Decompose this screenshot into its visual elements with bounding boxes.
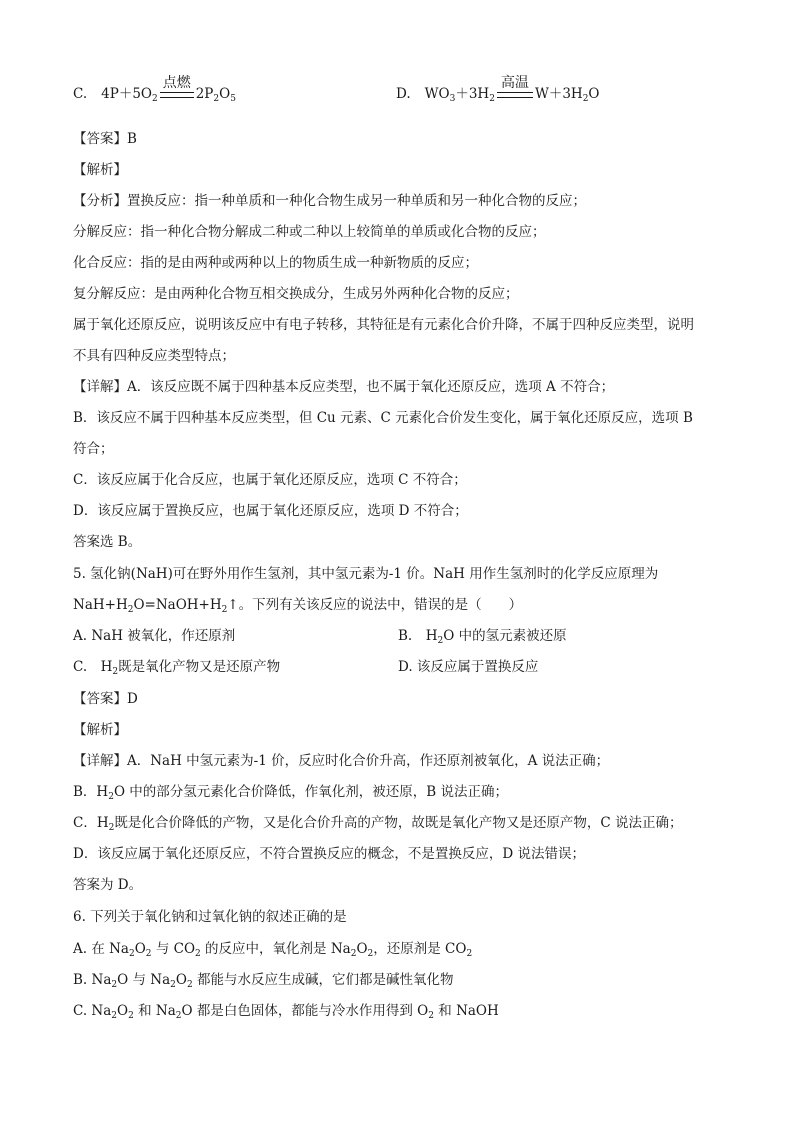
conclusion-line: 答案为 D。 (73, 877, 143, 893)
detail-line: C．该反应属于化合反应，也属于氧化还原反应，选项 C 不符合； (73, 472, 467, 488)
analysis-heading: 【解析】 (73, 162, 127, 178)
equation-products: 2P (195, 86, 214, 102)
analysis-line: 不具有四种反应类型特点； (73, 348, 235, 364)
question-5-stem-cont: $NaH+H_2O=NaOH+H_2↑$。下列有关该反应的说法中，错误的是（ ） (73, 597, 523, 615)
reaction-condition: 高温 (497, 75, 533, 106)
detail-line: 【详解】A．该反应既不属于四种基本反应类型，也不属于氧化还原反应，选项 A 不符合； (73, 379, 615, 395)
option-c: C. $Na_2O_2$ 和 $Na_2O$ 都是白色固体，都能与冷水作用得到 $O_2$ 和 NaOH (73, 1003, 499, 1021)
detail-line: 符合； (73, 441, 114, 457)
analysis-line: 化合反应：指的是由两种或两种以上的物质生成一种新物质的反应； (73, 255, 478, 271)
detail-line: C．$H_2$既是化合价降低的产物，又是化合价升高的产物，故既是氧化产物又是还原产物，C 说法正确； (73, 815, 683, 833)
answer-line: 【答案】D (73, 691, 138, 707)
option-d: D. 该反应属于置换反应 (398, 659, 539, 675)
analysis-line: 复分解反应：是由两种化合物互相交换成分，生成另外两种化合物的反应； (73, 286, 519, 302)
option-a: A. NaH 被氧化，作还原剂 (73, 628, 236, 644)
conclusion-line: 答案选 B。 (73, 534, 142, 550)
option-a: A. 在 $Na_2O_2$ 与 $CO_2$ 的反应中，氧化剂是 $Na_2O_2$，还原剂是 $CO_2$ (73, 941, 473, 959)
analysis-line: 属于氧化还原反应，说明该反应中有电子转移，其特征是有元素化合价升降，不属于四种反应类型，说明 (73, 317, 694, 333)
answer-line: 【答案】B (73, 131, 137, 147)
analysis-line: 【分析】置换反应：指一种单质和一种化合物生成另一种单质和另一种化合物的反应； (73, 193, 586, 209)
analysis-line: 分解反应：指一种化合物分解成二种或二种以上较简单的单质或化合物的反应； (73, 224, 546, 240)
analysis-heading: 【解析】 (73, 722, 127, 738)
question-5-stem: 5. 氢化钠(NaH)可在野外用作生氢剂，其中氢元素为-1 价。NaH 用作生氢剂时的化学反应原理为 (73, 566, 659, 582)
equation-reactants: 4P＋5O (101, 86, 152, 102)
detail-line: B．$H_2O$ 中的部分氢元素化合价降低，作氧化剂，被还原，B 说法正确； (73, 784, 509, 802)
option-label: D. (396, 86, 411, 102)
equals-bars (160, 92, 194, 98)
option-b: B. $Na_2O$ 与 $Na_2O_2$ 都能与水反应生成碱，它们都是碱性氧化物 (73, 972, 454, 990)
equation-option-d: D. $WO_3+3H_2$ 高温 $W+3H_2O$ (396, 75, 600, 104)
reaction-condition: 点燃 (160, 75, 194, 106)
detail-line: D．该反应属于氧化还原反应，不符合置换反应的概念，不是置换反应，D 说法错误； (73, 846, 585, 862)
detail-line: B．该反应不属于四种基本反应类型，但 Cu 元素、C 元素化合价发生变化，属于氧化还原反应，选项 B (73, 410, 693, 426)
option-c: C. $H_2$既是氧化产物又是还原产物 (73, 659, 281, 677)
option-label: C. (73, 86, 88, 102)
equals-bars (497, 92, 533, 98)
question-6-stem: 6. 下列关于氧化钠和过氧化钠的叙述正确的是 (73, 909, 347, 925)
detail-line: D．该反应属于置换反应，也属于氧化还原反应，选项 D 不符合； (73, 503, 468, 519)
equation-option-c: C. $4P+5O_2$ 点燃 $2P_2O_5$ (73, 75, 236, 104)
detail-line: 【详解】A．NaH 中氢元素为-1 价，反应时化合价升高，作还原剂被氧化，A 说法正确； (73, 753, 610, 769)
option-b: B. $H_2O$ 中的氢元素被还原 (398, 628, 567, 646)
